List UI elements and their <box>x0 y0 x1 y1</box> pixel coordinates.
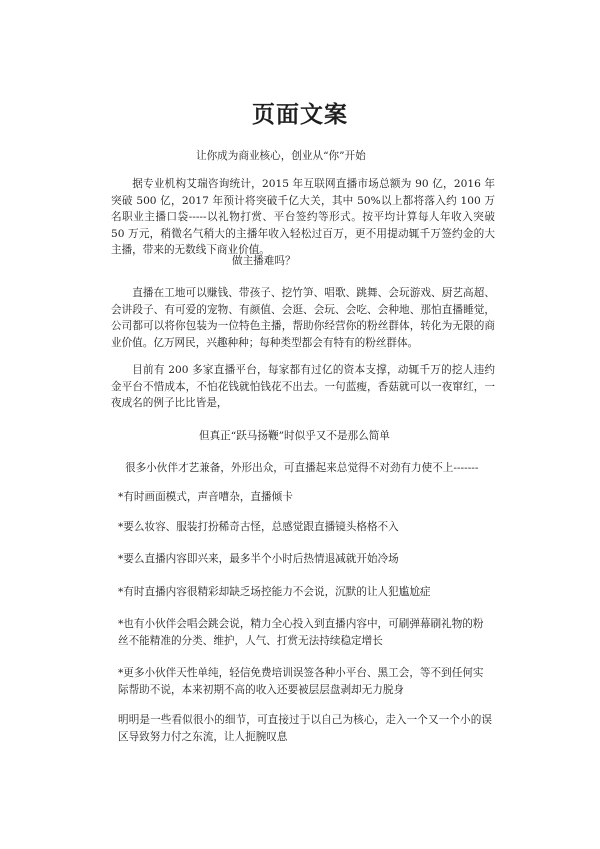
bullet-item: *有时直播内容很精彩却缺乏场控能力不会说，沉默的让人犯尴尬症 <box>118 586 431 598</box>
subtitle: 让你成为商业核心，创业从“你”开始 <box>196 150 366 162</box>
paragraph-platforms: 目前有 200 多家直播平台，每家都有过亿的资本支撑，动辄千万的挖人违约金平台不惜成本，不怕花钱就怕钱花不出去。一句蓝瘦，香菇就可以一夜窜红，一夜成名的例子比比皆是， <box>111 364 495 409</box>
paragraph-anyone-can-stream: 直播在工地可以赚钱、带孩子、挖竹笋、唱歌、跳舞、会玩游戏、厨艺高超、会讲段子、有可爱的宠物、有颜值、会逛、会玩、会吃、会种地、那怕直播睡觉，公司都可以将你包装为一位特色主播，帮助你经营你的粉丝群体，转化为无限的商业价值。亿万网民，兴趣种种；每种类型都会有特有的粉丝群体。 <box>111 287 495 349</box>
paragraph-intro-problems: 很多小伙伴才艺兼备，外形出众，可直播起来总觉得不对劲有力使不上------- <box>125 462 479 474</box>
page-title: 页面文案 <box>252 101 348 128</box>
bullet-item: *要么妆容、服装打扮稀奇古怪，总感觉跟直播镜头格格不入 <box>118 521 399 533</box>
bullet-item: *更多小伙伴天性单纯，轻信免费培训误签各种小平台、黑工会，等不到任何实际帮助不说，本来初期不高的收入还要被层层盘剥却无力脱身 <box>118 667 484 696</box>
bullet-item: *要么直播内容即兴来，最多半个小时后热情退减就开始冷场 <box>118 553 399 565</box>
section-heading-challenge: 但真正“跃马扬鞭”时似乎又不是那么简单 <box>199 430 390 442</box>
bullet-item: *也有小伙伴会唱会跳会说，精力全心投入到直播内容中，可刷弹幕刷礼物的粉丝不能精准的分类、维护，人气、打赏无法持续稳定增长 <box>118 618 484 647</box>
paragraph-conclusion: 明明是一些看似很小的细节，可直接过于以自己为核心，走入一个又一个小的误区导致努力付之东流，让人扼腕叹息 <box>118 714 492 743</box>
paragraph-market-stats: 据专业机构艾瑞咨询统计，2015 年互联网直播市场总额为 90 亿，2016 年突破 500 亿，2017 年预计将突破千亿大关，其中 50%以上都将落入约 100 万名职业主播口袋-----以礼物打赏、平台签约等形式。按平均计算每人年收入突破 50 万元，稍微名气稍大的主播年收入轻松过百万，更不用提动辄千万签约金的大主播，带来的无数线下商业价值。 <box>111 178 495 256</box>
section-heading-difficulty: 做主播难吗？ <box>232 255 296 267</box>
bullet-item: *有时画面模式，声音嘈杂，直播倾卡 <box>118 491 293 503</box>
